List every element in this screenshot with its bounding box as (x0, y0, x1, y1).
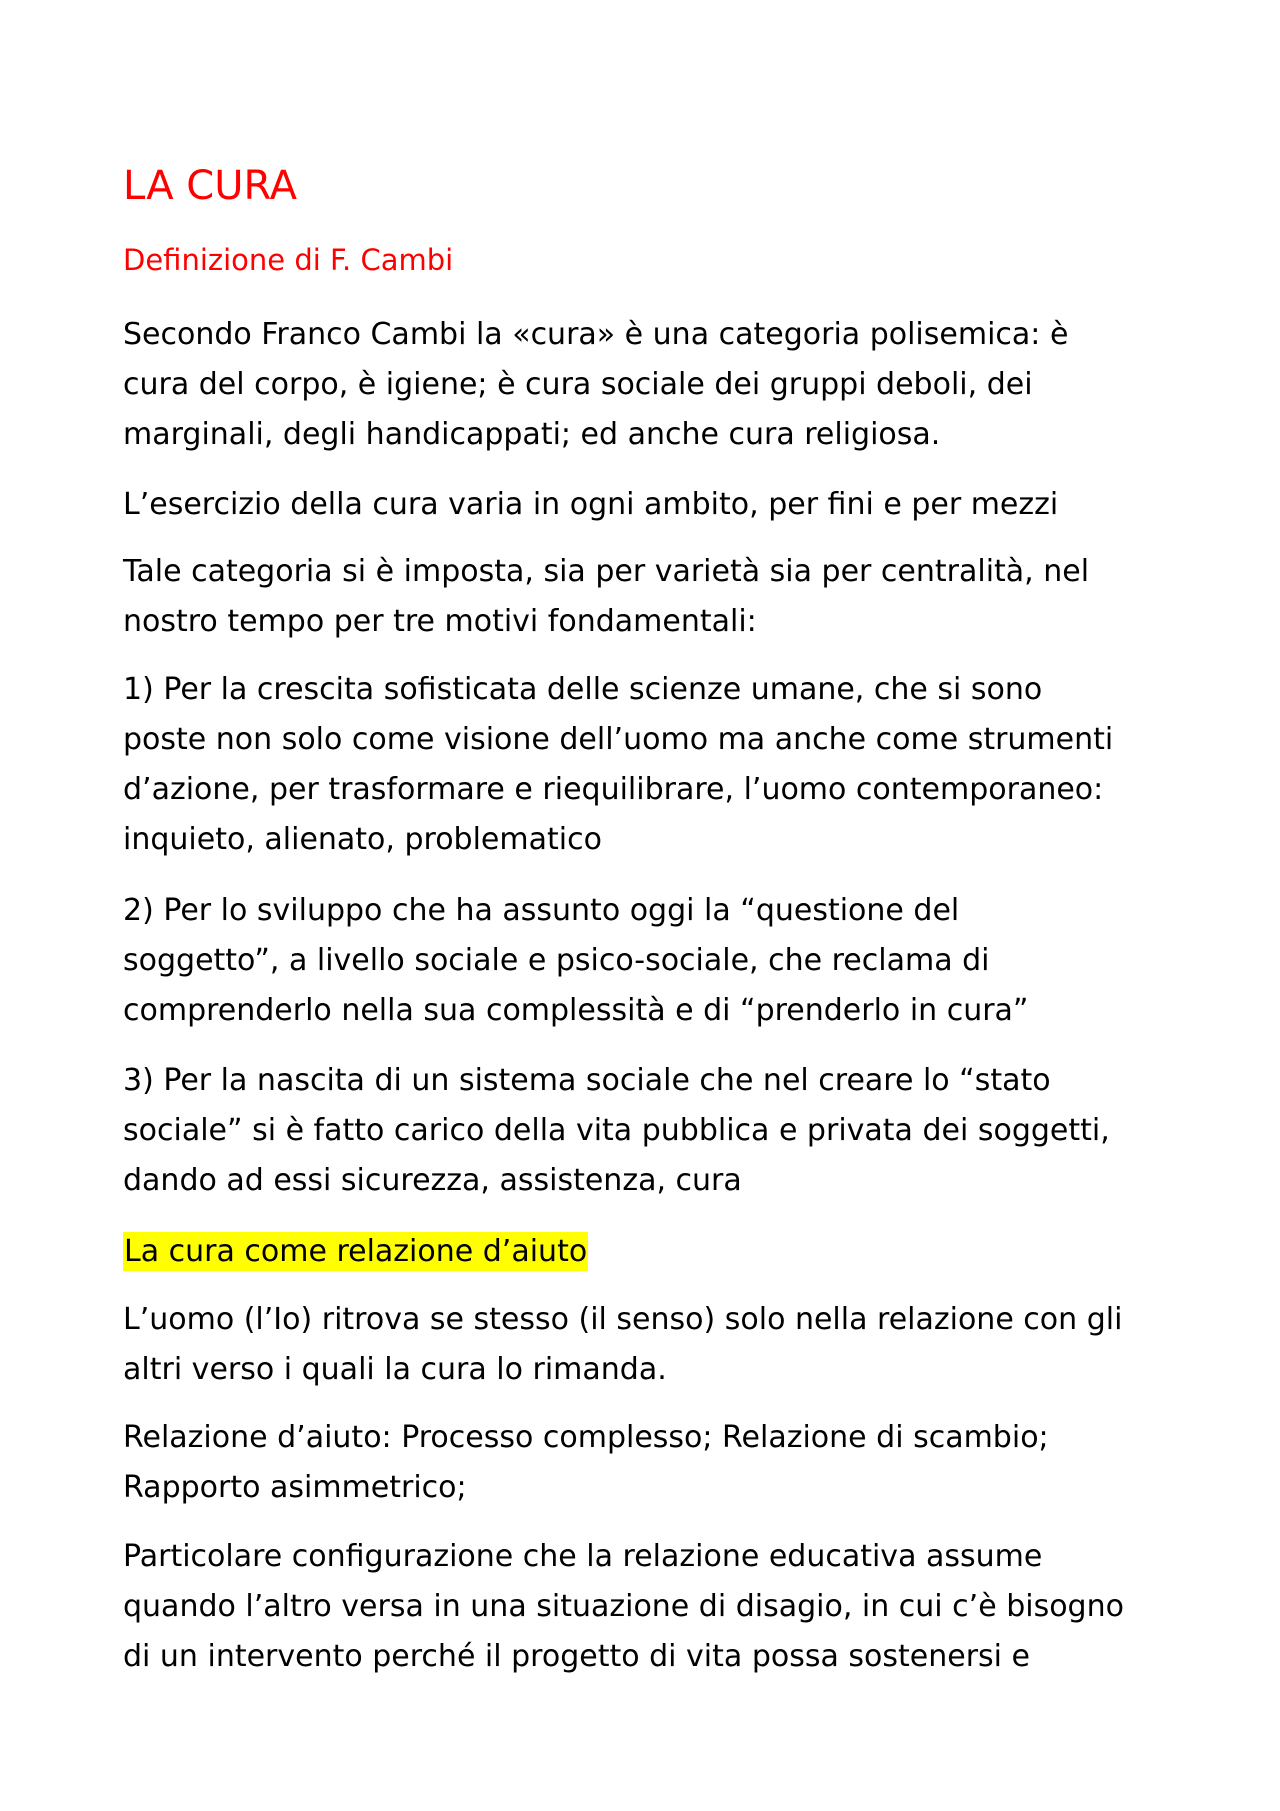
text-line: Particolare configurazione che la relazione educativa assume (123, 1539, 1043, 1574)
paragraph-relazione-aiuto (123, 1413, 1049, 1513)
paragraph-definition (123, 310, 1068, 460)
document-subtitle: Definizione di F. Cambi (123, 243, 454, 277)
paragraph-configurazione (123, 1532, 1124, 1682)
highlighted-text: La cura come relazione d’aiuto (124, 1234, 588, 1269)
document-title: LA CURA (123, 163, 298, 209)
paragraph-category (123, 547, 1089, 647)
text-line: 3) Per la nascita di un sistema sociale che nel creare lo “stato (123, 1063, 1051, 1098)
paragraph-relazione (123, 1295, 1122, 1395)
text-line: Secondo Franco Cambi la «cura» è una categoria polisemica: è (123, 317, 1069, 352)
text-line: altri verso i quali la cura lo rimanda. (123, 1352, 667, 1387)
paragraph-motivo-1 (123, 665, 1113, 865)
text-line: inquieto, alienato, problematico (123, 822, 602, 857)
text-line: Tale categoria si è imposta, sia per varietà sia per centralità, nel (123, 554, 1090, 589)
section-heading-highlighted (123, 1227, 588, 1277)
text-line: d’azione, per trasformare e riequilibrare, l’uomo contemporaneo: (123, 772, 1104, 807)
text-line: di un intervento perché il progetto di vita possa sostenersi e (123, 1639, 1030, 1674)
paragraph-exercise (123, 480, 1058, 530)
text-line: sociale” si è fatto carico della vita pubblica e privata dei soggetti, (123, 1113, 1110, 1148)
text-line: dando ad essi sicurezza, assistenza, cura (123, 1163, 742, 1198)
text-line: L’uomo (l’Io) ritrova se stesso (il senso) solo nella relazione con gli (123, 1302, 1123, 1337)
text-line: Relazione d’aiuto: Processo complesso; Relazione di scambio; (123, 1420, 1049, 1455)
paragraph-motivo-2 (123, 886, 1028, 1036)
text-line: comprenderlo nella sua complessità e di “prenderlo in cura” (123, 993, 1029, 1028)
text-line: 2) Per lo sviluppo che ha assunto oggi la “questione del (123, 893, 960, 928)
text-line: nostro tempo per tre motivi fondamentali: (123, 604, 757, 639)
text-line: quando l’altro versa in una situazione di disagio, in cui c’è bisogno (123, 1589, 1124, 1624)
text-line: Rapporto asimmetrico; (123, 1470, 467, 1505)
text-line: soggetto”, a livello sociale e psico-sociale, che reclama di (123, 943, 990, 978)
text-line: poste non solo come visione dell’uomo ma anche come strumenti (123, 722, 1114, 757)
text-line: cura del corpo, è igiene; è cura sociale dei gruppi deboli, dei (123, 367, 1033, 402)
text-line: L’esercizio della cura varia in ogni ambito, per fini e per mezzi (123, 487, 1059, 522)
text-line: 1) Per la crescita sofisticata delle scienze umane, che si sono (123, 672, 1043, 707)
text-line: marginali, degli handicappati; ed anche cura religiosa. (123, 417, 941, 452)
paragraph-motivo-3 (123, 1056, 1110, 1206)
